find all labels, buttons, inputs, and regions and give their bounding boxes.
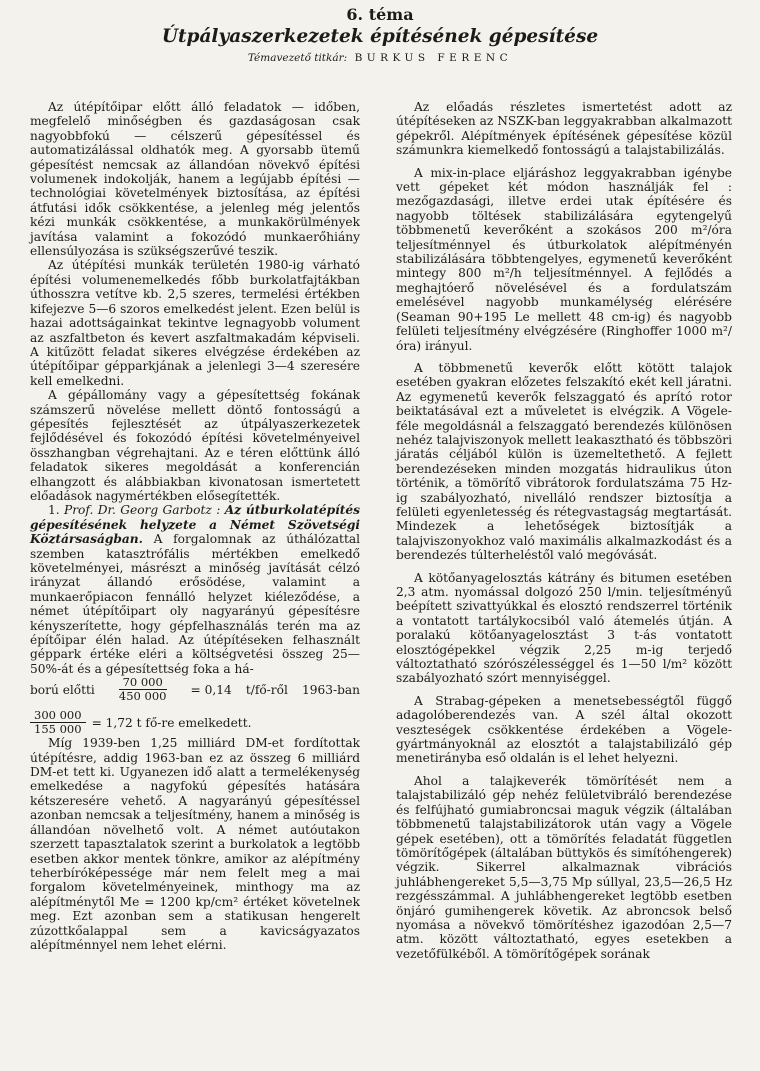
supervisor-name: BURKUS FERENC: [354, 52, 513, 64]
equation-1-fraction: [115, 676, 171, 703]
reference-title: Az útburkolatépítés gépesítésének helyzete a Német Szövetségi Köztársaságban.: [30, 503, 361, 547]
supervisor-label: Témavezető titkár:: [247, 52, 348, 64]
reference-paragraph: [30, 503, 360, 676]
reference-number: 1.: [48, 503, 60, 518]
document-header: [0, 6, 760, 65]
paragraph: A kötőanyagelosztás kátrány és bitumen esetében 2,3 atm. nyomással dolgozó 250 l/min. teljesítményű beépített szivattyúkkal és elosztó rendszerrel történik a vontatott tartálykocsiból való átemelés útján. A poralakú kötőanyagelosztást 3 t-ás vontatott elosztógépekkel végzik 2,25 m-ig terjedő változtatható szórószélességgel és 1—50 l/m² között szabályozható szórt mennyiséggel.: [396, 570, 732, 686]
equation-1-result: = 0,14: [190, 682, 232, 697]
paragraph: A gépállomány vagy a gépesítettség fokának számszerű növelése mellett döntő fontosságú a gépesítés fejlesztését az útpályaszerkezetek fejlődésével és fokozódó építési követelményeivel összhangban végrehajtani. Az e téren előttünk álló feladatok sikeres megoldását a konferencián elhangzott és alábbiakban kivonatosan ismertetett előadások nagymértékben elősegítették.: [30, 388, 360, 503]
equation-1: [30, 676, 360, 703]
equation-2-denominator: 155 000: [34, 722, 82, 737]
equation-2-fraction: [30, 709, 86, 736]
reference-author: Prof. Dr. Georg Garbotz :: [64, 503, 221, 518]
equation-1-unit: t/fő-ről: [245, 682, 288, 697]
equation-1-numerator: 70 000: [119, 676, 167, 690]
paragraph: A többmenetű keverők előtt kötött talajok esetében gyakran előzetes felszakító ekét kell járatni. Az egymenetű keverők felszaggató és aprító rotor beiktatásával ezt a műveletet is elvégzik. A Vögele-féle megoldásnál a felszaggató berendezés különösen nehéz talajviszonyok mellett leakasztható és többszöri járatás céljából külön is üzemeltethető. A fejlett berendezéseken minden mozgatás hidraulikus úton történik, a tömörítő vibrátorok fordulatszáma 75 Hz-ig szabályozható, nivelláló rendszer biztosítja a felületi egyenletesség és rétegvastagság megtartását. Mindezek a lehetőségek biztosítják a talajviszonyokhoz való maximális alkalmazkodást és a berendezés túlterheléstől való megóvását.: [396, 360, 732, 563]
equation-1-year: 1963-ban: [301, 682, 360, 697]
equation-2-result: = 1,72 t fő-re emelkedett.: [91, 715, 252, 730]
reference-text: A forgalomnak az úthálózattal szemben katasztrófális mértékben emelkedő követelményei, másrészt a minőség javítását célzó irányzat állandó erősödése, valamint a munkaerőpiacon fennálló helyzet kiéleződése, a német útépítőipart oly nagyarányú gépesítésre kényszerítette, hogy gépfelhasználás terén ma az építőipar élén halad. Az útépítéseken felhasznált géppark értéke eléri a költségvetési összeg 25—50%-át és a gépesítettség foka a há-: [30, 532, 361, 676]
equation-1-prefix: ború előtti: [30, 682, 95, 697]
theme-number: 6. téma: [346, 5, 414, 24]
left-column: [30, 100, 360, 952]
supervisor-line: [0, 51, 760, 65]
paragraph: Az előadás részletes ismertetést adott az útépítéseken az NSZK-ban leggyakrabban alkalmazott gépekről. Alépítmények építésének gépesítése közül számunkra kiemelkedő fontosságú a talajstabilizálás.: [396, 100, 732, 158]
equation-2: [30, 709, 360, 736]
paragraph: Az útépítőipar előtt álló feladatok — időben, megfelelő minőségben és gazdaságosan csak nagyobbfokú — célszerű gépesítéssel és automatizálással oldhatók meg. A gyorsabb ütemű gépesítést nemcsak az állandóan növekvő építési volumenek indokolják, hanem a legújabb építési — technológiai követelmények biztosítása, az építési átfutási idők csökkentése, a jelenleg még jelentős kézi munkák csökkentése, a munkakörülmények javítása valamint a fokozódó munkaerőhiány ellensúlyozása is szükségszerűvé teszik.: [30, 100, 360, 259]
equation-1-denominator: 450 000: [118, 689, 167, 704]
paragraph: A mix-in-place eljáráshoz leggyakrabban igénybe vett gépeket két módon használják fel : mezőgazdasági, illetve erdei utak építésére és nagyobb töltések stabilizálására egytengelyű többmenetű keverőként a szokásos 200 m²/óra teljesítménnyel és útburkolatok alépítményén stabilizálására többtengelyes, egymenetű keverőként mintegy 800 m²/h teljesítménnyel. A fejlődés a meghajtóerő növelésével és a fordulatszám emelésével nagyobb munkamélység elérésére (Seaman 90+195 Le mellett 48 cm-ig) és nagyobb felületi teljesítmény elvégzésére (Ringhoffer 1000 m²/óra) irányul.: [396, 165, 732, 353]
paragraph: Ahol a talajkeverék tömörítését nem a talajstabilizáló gép nehéz felületvibráló berendezése és felfújható gumiabroncsai maguk végzik (általában többmenetű talajstabilizátorok után vagy a Vögele gépek esetében), ott a tömörítés feladatát független tömörítőgépek (általában büttykös és simítóhengerek) végzik. Sikerrel alkalmaznak vibrációs juhlábhengereket 5,5—3,75 Mp súllyal, 23,5—26,5 Hz rezgésszámmal. A juhlábhengereket legtöbb esetben önjáró gumihengerek követik. Az abroncsok belső nyomása a növekvő tömörítéshez igazodóan 2,5—7 atm. között változtatható, egyes esetekben a vezetőfülkéből. A tömörítőgépek sorának: [396, 773, 732, 961]
paragraph: A Strabag-gépeken a menetsebességtől függő adagolóberendezés van. A szél által okozott veszteségek csökkentése érdekében a Vögele-gyártmányoknál az elosztót a talajstabilizáló gép menetirányba eső oldalán is el lehet helyezni.: [396, 693, 732, 766]
right-column: [396, 100, 732, 961]
equation-2-numerator: 300 000: [30, 709, 86, 723]
page-title: Útpályaszerkezetek építésének gépesítése: [161, 26, 599, 47]
paragraph: Az útépítési munkák területén 1980-ig várható építési volumenemelkedés főbb burkolatfajtákban úthosszra vetítve kb. 2,5 szeres, termelési értékben kifejezve 5—6 szoros emelkedést jelent. Ezen belül is hazai adottságainkat tekintve legnagyobb volument az aszfaltbeton és kevert aszfaltmakadám képviseli. A kitűzött feladat sikeres elvégzése érdekében az útépítőipar gépparkjának a jelenlegi 3—4 szeresére kell emelkedni.: [30, 258, 360, 388]
paragraph: Míg 1939-ben 1,25 milliárd DM-et fordítottak útépítésre, addig 1963-ban ez az összeg 6 milliárd DM-et tett ki. Ugyanezen idő alatt a termelékenység emelkedése a nagyfokú gépesítés hatására kétszeresére vehető. A nagyarányú gépesítéssel azonban nemcsak a teljesítmény, hanem a minőség is állandóan növelhető volt. A német autóutakon szerzett tapasztalatok szerint a burkolatok a legtöbb esetben akkor mentek tönkre, amikor az alépítmény teherbíróképessége már nem felelt meg a mai forgalom követelményeinek, minthogy ma az alépítménytől Me = 1200 kp/cm² értéket követelnek meg. Ezt azonban sem a statikusan hengerelt zúzottkőalappal sem a kavicságyazatos alépítménnyel nem lehet elérni.: [30, 736, 360, 952]
